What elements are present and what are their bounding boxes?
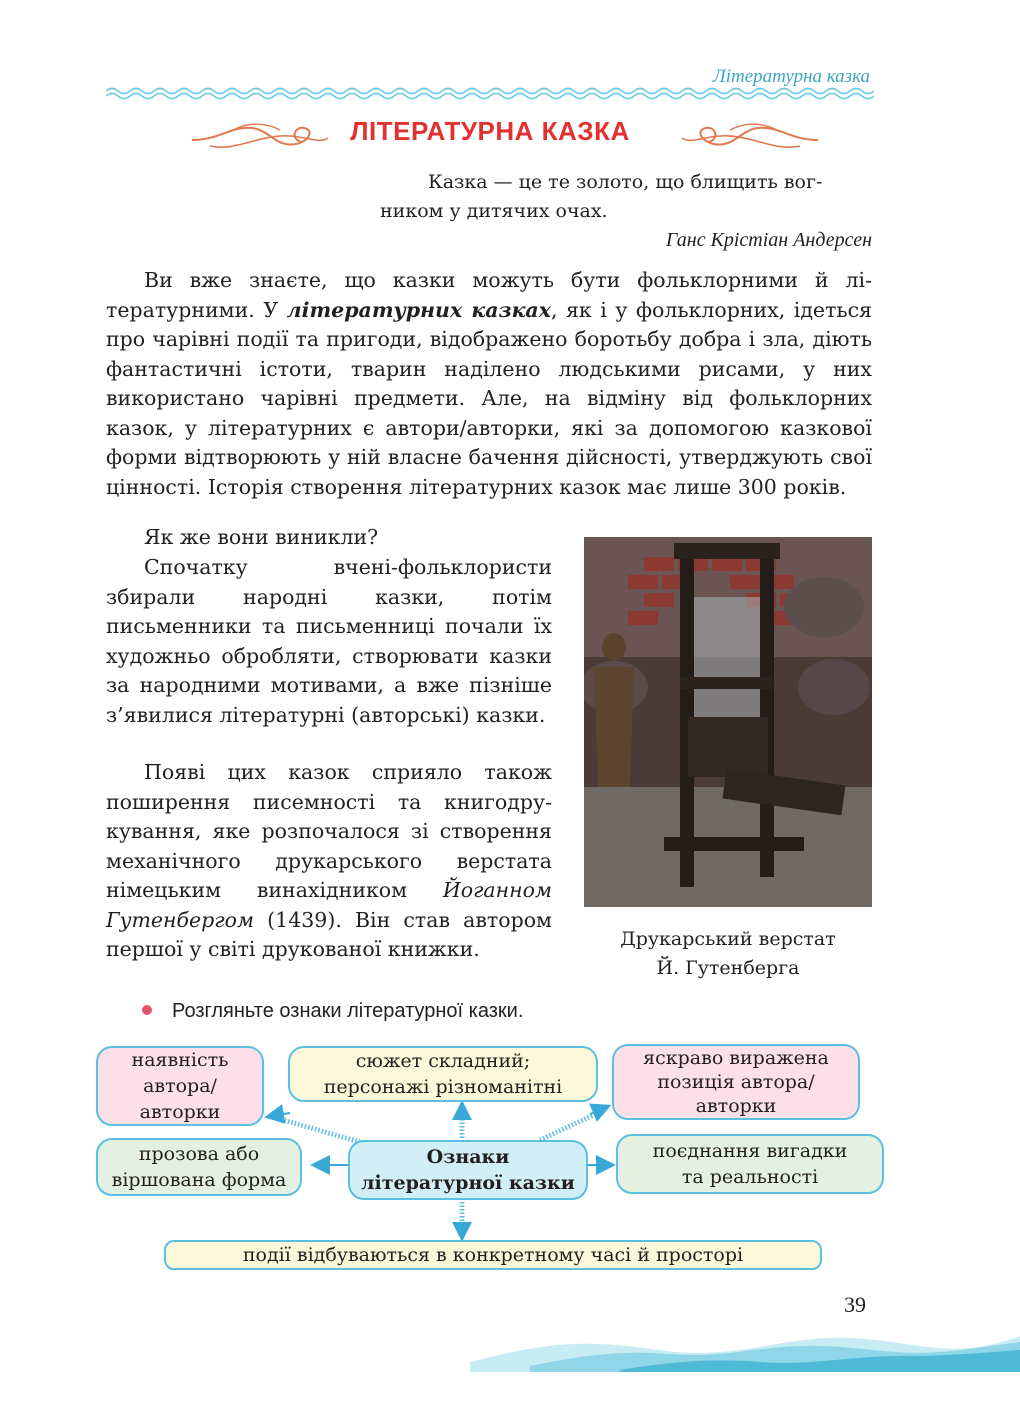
feature-line: та реальності [681, 1166, 819, 1188]
feature-line: поєднання вигадки [652, 1140, 848, 1162]
epigraph-author: Ганс Крістіан Андерсен [665, 229, 872, 251]
paragraph-question: Як же вони виникли? [144, 525, 379, 549]
feature-line: позиція автора/ [657, 1071, 815, 1093]
term-literary-tales: літературних казках [286, 297, 551, 322]
center-line: літературної казки [361, 1172, 575, 1194]
running-title: Літературна казка [712, 66, 870, 87]
feature-line: віршована форма [111, 1169, 287, 1191]
diagram-center [348, 1140, 588, 1200]
feature-author [96, 1046, 264, 1126]
feature-line: авторки [695, 1095, 777, 1117]
page-number: 39 [844, 1292, 866, 1317]
feature-line: автора/ [143, 1075, 217, 1097]
feature-time-space: події відбуваються в конкретному часі й просторі [164, 1240, 822, 1270]
feature-line: персонажі різноманітні [323, 1076, 563, 1098]
caption-line: Друкарський верстат [620, 928, 836, 950]
caption-line: Й. Гутенберга [656, 957, 800, 979]
feature-plot [288, 1046, 598, 1102]
task-text: Розгляньте ознаки літературної казки. [172, 1000, 524, 1022]
bottom-wave-decoration [470, 1322, 1020, 1372]
feature-line: прозова або [138, 1143, 260, 1165]
feature-author-position [612, 1044, 860, 1120]
feature-form [96, 1138, 302, 1196]
feature-line: наявність [131, 1049, 229, 1071]
text-span: (1439). Він став автором першої у світі друкованої книжки. [106, 907, 552, 961]
feature-line: сюжет складний; [355, 1050, 531, 1072]
text-span: Появі цих казок сприяло також поширення писемності та книгодрукування, яке розпочалося зі створення механічного друкарського верстата німецьким винахідником [106, 760, 552, 902]
text-span: Ви вже знаєте, що казки можуть бути фольклорними й літературними. У [106, 268, 872, 322]
text-span: , як і у фольклорних, ідеться про чарівні події та пригоди, відображено боротьбу добра і зла, діють фантастичні істоти, тварин наділено людськими рисами, у них використано чарівні предмети. Але, на відміну від фольклорних казок, у літературних є автори/авторки, які за допомогою казкової форми відтворюють у ній власне бачення дійсності, утверджують свої цінності. Історія створення літературних казок має лише 300 років. [106, 297, 872, 499]
epigraph-line: Казка — це те золото, що блищить вог- [428, 171, 823, 193]
center-line: Ознаки [426, 1146, 510, 1168]
feature-fiction-reality [616, 1134, 884, 1194]
page-title: ЛІТЕРАТУРНА КАЗКА [350, 116, 630, 146]
gutenberg-name: Йоганном Гутенбергом [106, 878, 552, 932]
feature-line: авторки [139, 1101, 221, 1123]
epigraph-line: ником у дитячих очах. [380, 200, 608, 222]
feature-line: яскраво виражена [643, 1047, 829, 1069]
paragraph-origins: Спочатку вчені-фольклористи збирали народні казки, потім письменники та письменниці почали їх художньо обробляти, створювати казки за народними мотивами, а вже пізніше з’явилися літературні (авторські) казки. [106, 555, 552, 727]
